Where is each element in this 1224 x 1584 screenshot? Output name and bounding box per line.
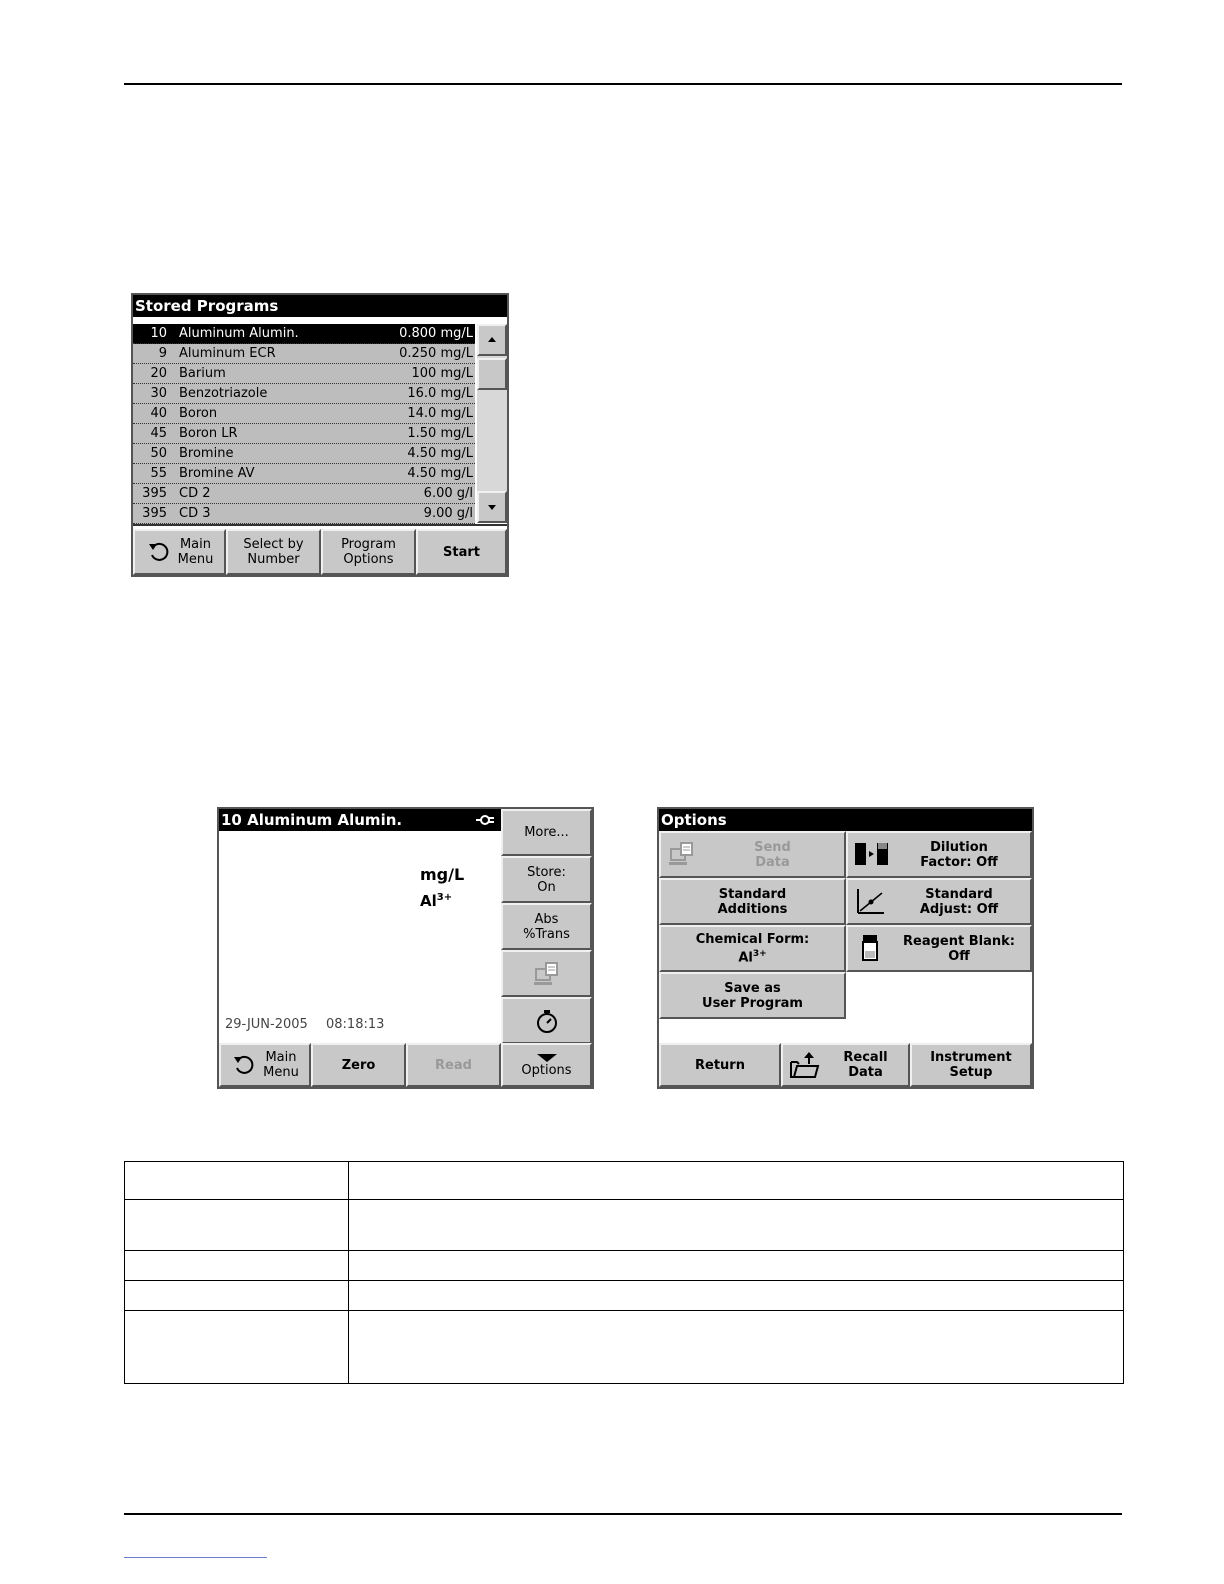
folder-upload-icon [789, 1052, 821, 1080]
options-screen [657, 807, 1034, 1089]
select-by-number-button[interactable] [226, 529, 321, 575]
stored-programs-screen [131, 293, 509, 577]
options-title: Options [659, 809, 1032, 831]
store-label: Store: On [527, 864, 566, 895]
measurement-title-bar [219, 809, 501, 831]
program-row[interactable]: 9 Aluminum ECR 0.250 mg/L [133, 344, 475, 364]
return-label: Return [695, 1057, 745, 1073]
instrument-setup-button[interactable] [910, 1043, 1032, 1087]
abs-trans-button[interactable] [501, 903, 592, 950]
abs-trans-label: Abs %Trans [523, 911, 570, 942]
footer-link-underline[interactable] [124, 1557, 267, 1558]
table-cell [348, 1200, 1123, 1251]
program-row[interactable]: 50 Bromine 4.50 mg/L [133, 444, 475, 464]
header-rule [124, 83, 1122, 85]
chemical-form-value: $Al^{3+}$ [738, 948, 767, 966]
main-menu-button[interactable] [219, 1043, 311, 1087]
program-row[interactable]: 40 Boron 14.0 mg/L [133, 404, 475, 424]
scroll-down-button[interactable] [477, 491, 507, 523]
date-label: 29-JUN-2005 [225, 1017, 308, 1032]
main-menu-button[interactable] [133, 529, 226, 575]
program-options-label: Program Options [341, 537, 396, 567]
start-label: Start [443, 544, 480, 560]
standard-adjust-button[interactable] [846, 878, 1032, 925]
table-cell [348, 1162, 1123, 1200]
table-cell [125, 1251, 349, 1281]
time-label: 08:18:13 [326, 1017, 385, 1032]
program-row[interactable]: 55 Bromine AV 4.50 mg/L [133, 464, 475, 484]
start-button[interactable] [416, 529, 507, 575]
more-label: More... [524, 825, 569, 840]
reagent-blank-label: Reagent Blank: Off [903, 933, 1015, 964]
table-cell [125, 1281, 349, 1311]
program-row[interactable]: 395 CD 3 9.00 g/l [133, 504, 475, 524]
unit-label: mg/L [420, 865, 465, 884]
table-cell [348, 1311, 1123, 1384]
stored-programs-title: Stored Programs [133, 295, 507, 317]
zero-button[interactable] [311, 1043, 406, 1087]
footer-rule [124, 1513, 1122, 1515]
read-label: Read [435, 1057, 472, 1073]
scroll-thumb[interactable] [477, 358, 507, 390]
timer-button[interactable] [501, 997, 592, 1044]
save-user-program-button[interactable] [659, 972, 846, 1019]
reagent-blank-button[interactable] [846, 925, 1032, 972]
computer-icon [667, 839, 697, 869]
store-button[interactable] [501, 856, 592, 903]
program-row[interactable]: 45 Boron LR 1.50 mg/L [133, 424, 475, 444]
standard-adjust-label: Standard Adjust: Off [919, 886, 999, 917]
measurement-screen [217, 807, 594, 1089]
options-label: Options [521, 1062, 572, 1078]
table-cell [125, 1311, 349, 1384]
select-by-number-label: Select by Number [243, 537, 304, 567]
options-button[interactable] [501, 1043, 592, 1087]
standard-additions-button[interactable] [659, 878, 846, 925]
program-row[interactable]: 395 CD 2 6.00 g/l [133, 484, 475, 504]
table-cell [125, 1200, 349, 1251]
table-row [125, 1311, 1124, 1384]
undo-arrow-icon [146, 539, 172, 565]
send-data-label: Send Data [754, 839, 791, 870]
table-cell [348, 1251, 1123, 1281]
list-divider [133, 524, 507, 526]
table-row [125, 1200, 1124, 1251]
program-row[interactable]: 30 Benzotriazole 16.0 mg/L [133, 384, 475, 404]
return-button[interactable] [659, 1043, 781, 1087]
arrow-down-icon [479, 493, 505, 521]
triangle-down-icon [535, 1053, 559, 1063]
arrow-up-icon [479, 326, 505, 354]
program-options-button[interactable] [321, 529, 416, 575]
standard-additions-label: Standard Additions [717, 886, 788, 917]
stopwatch-icon [533, 1007, 561, 1035]
dilution-factor-button[interactable] [846, 831, 1032, 878]
zero-label: Zero [341, 1057, 376, 1073]
dilution-vials-icon [852, 839, 892, 869]
power-plug-icon [475, 814, 495, 826]
table-cell [348, 1281, 1123, 1311]
send-data-button[interactable] [501, 950, 592, 997]
main-menu-label: Main Menu [177, 537, 214, 567]
save-user-program-label: Save as User Program [702, 980, 803, 1011]
table-row [125, 1281, 1124, 1311]
computer-icon [532, 959, 562, 989]
chemical-form-label: $Al^{3+}$ [420, 892, 453, 910]
program-row[interactable]: 10 Aluminum Alumin. 0.800 mg/L [133, 324, 475, 344]
measurement-title: 10 Aluminum Alumin. [221, 811, 403, 829]
undo-arrow-icon [231, 1052, 257, 1078]
graph-icon [854, 887, 888, 917]
main-menu-label: Main Menu [263, 1050, 299, 1080]
scroll-up-button[interactable] [477, 324, 507, 356]
chemical-form-button[interactable] [659, 925, 846, 972]
recall-data-button[interactable] [781, 1043, 910, 1087]
recall-data-label: Recall Data [843, 1050, 888, 1080]
table-row [125, 1162, 1124, 1200]
table-row [125, 1251, 1124, 1281]
more-button[interactable] [501, 809, 592, 856]
read-button[interactable] [406, 1043, 501, 1087]
table-cell [125, 1162, 349, 1200]
reagent-vial-icon [858, 933, 882, 965]
send-data-button[interactable] [659, 831, 846, 878]
program-row[interactable]: 20 Barium 100 mg/L [133, 364, 475, 384]
parameter-table [124, 1161, 1124, 1384]
chemical-form-label: Chemical Form: [695, 931, 810, 947]
instrument-setup-label: Instrument Setup [930, 1050, 1012, 1080]
program-list [133, 324, 475, 526]
dilution-factor-label: Dilution Factor: Off [920, 839, 998, 870]
